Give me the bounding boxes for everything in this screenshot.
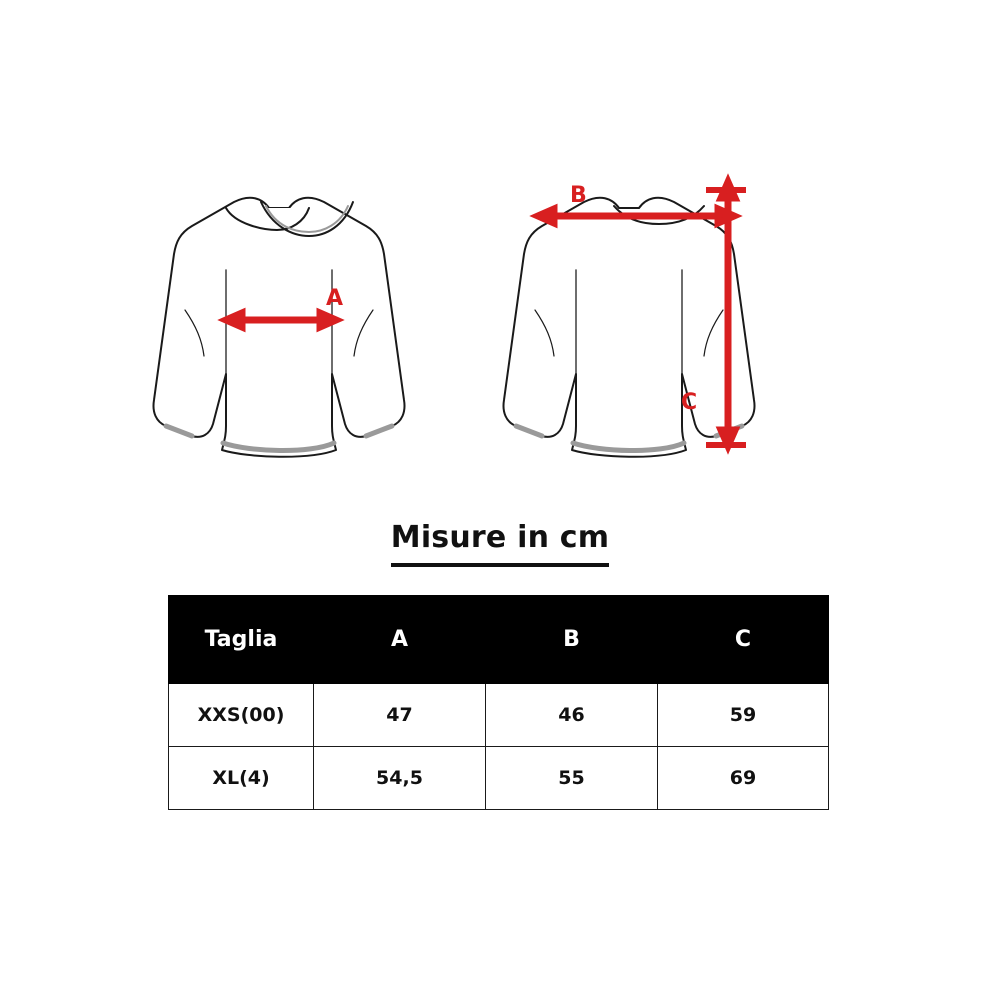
measure-label-c: C xyxy=(681,390,698,415)
table-row xyxy=(169,684,829,747)
column-header-c: C xyxy=(658,596,829,684)
cell-size: XL(4) xyxy=(169,747,314,810)
garment-diagrams xyxy=(0,150,1000,510)
measurements-caption: Misure in cm xyxy=(391,520,609,567)
table-row xyxy=(169,747,829,810)
measure-label-a: A xyxy=(326,286,344,311)
column-header-taglia: Taglia xyxy=(169,596,314,684)
front-view-sweatshirt xyxy=(130,150,510,510)
cell-a: 54,5 xyxy=(314,747,486,810)
size-table xyxy=(168,595,829,810)
caption-area xyxy=(0,520,1000,567)
cell-b: 46 xyxy=(486,684,658,747)
cell-b: 55 xyxy=(486,747,658,810)
cell-c: 59 xyxy=(658,684,829,747)
measure-label-b: B xyxy=(570,183,587,208)
column-header-a: A xyxy=(314,596,486,684)
cell-c: 69 xyxy=(658,747,829,810)
size-table-wrapper xyxy=(168,595,828,810)
table-header-row xyxy=(169,596,829,684)
back-view-sweatshirt xyxy=(480,150,860,510)
cell-size: XXS(00) xyxy=(169,684,314,747)
column-header-b: B xyxy=(486,596,658,684)
cell-a: 47 xyxy=(314,684,486,747)
